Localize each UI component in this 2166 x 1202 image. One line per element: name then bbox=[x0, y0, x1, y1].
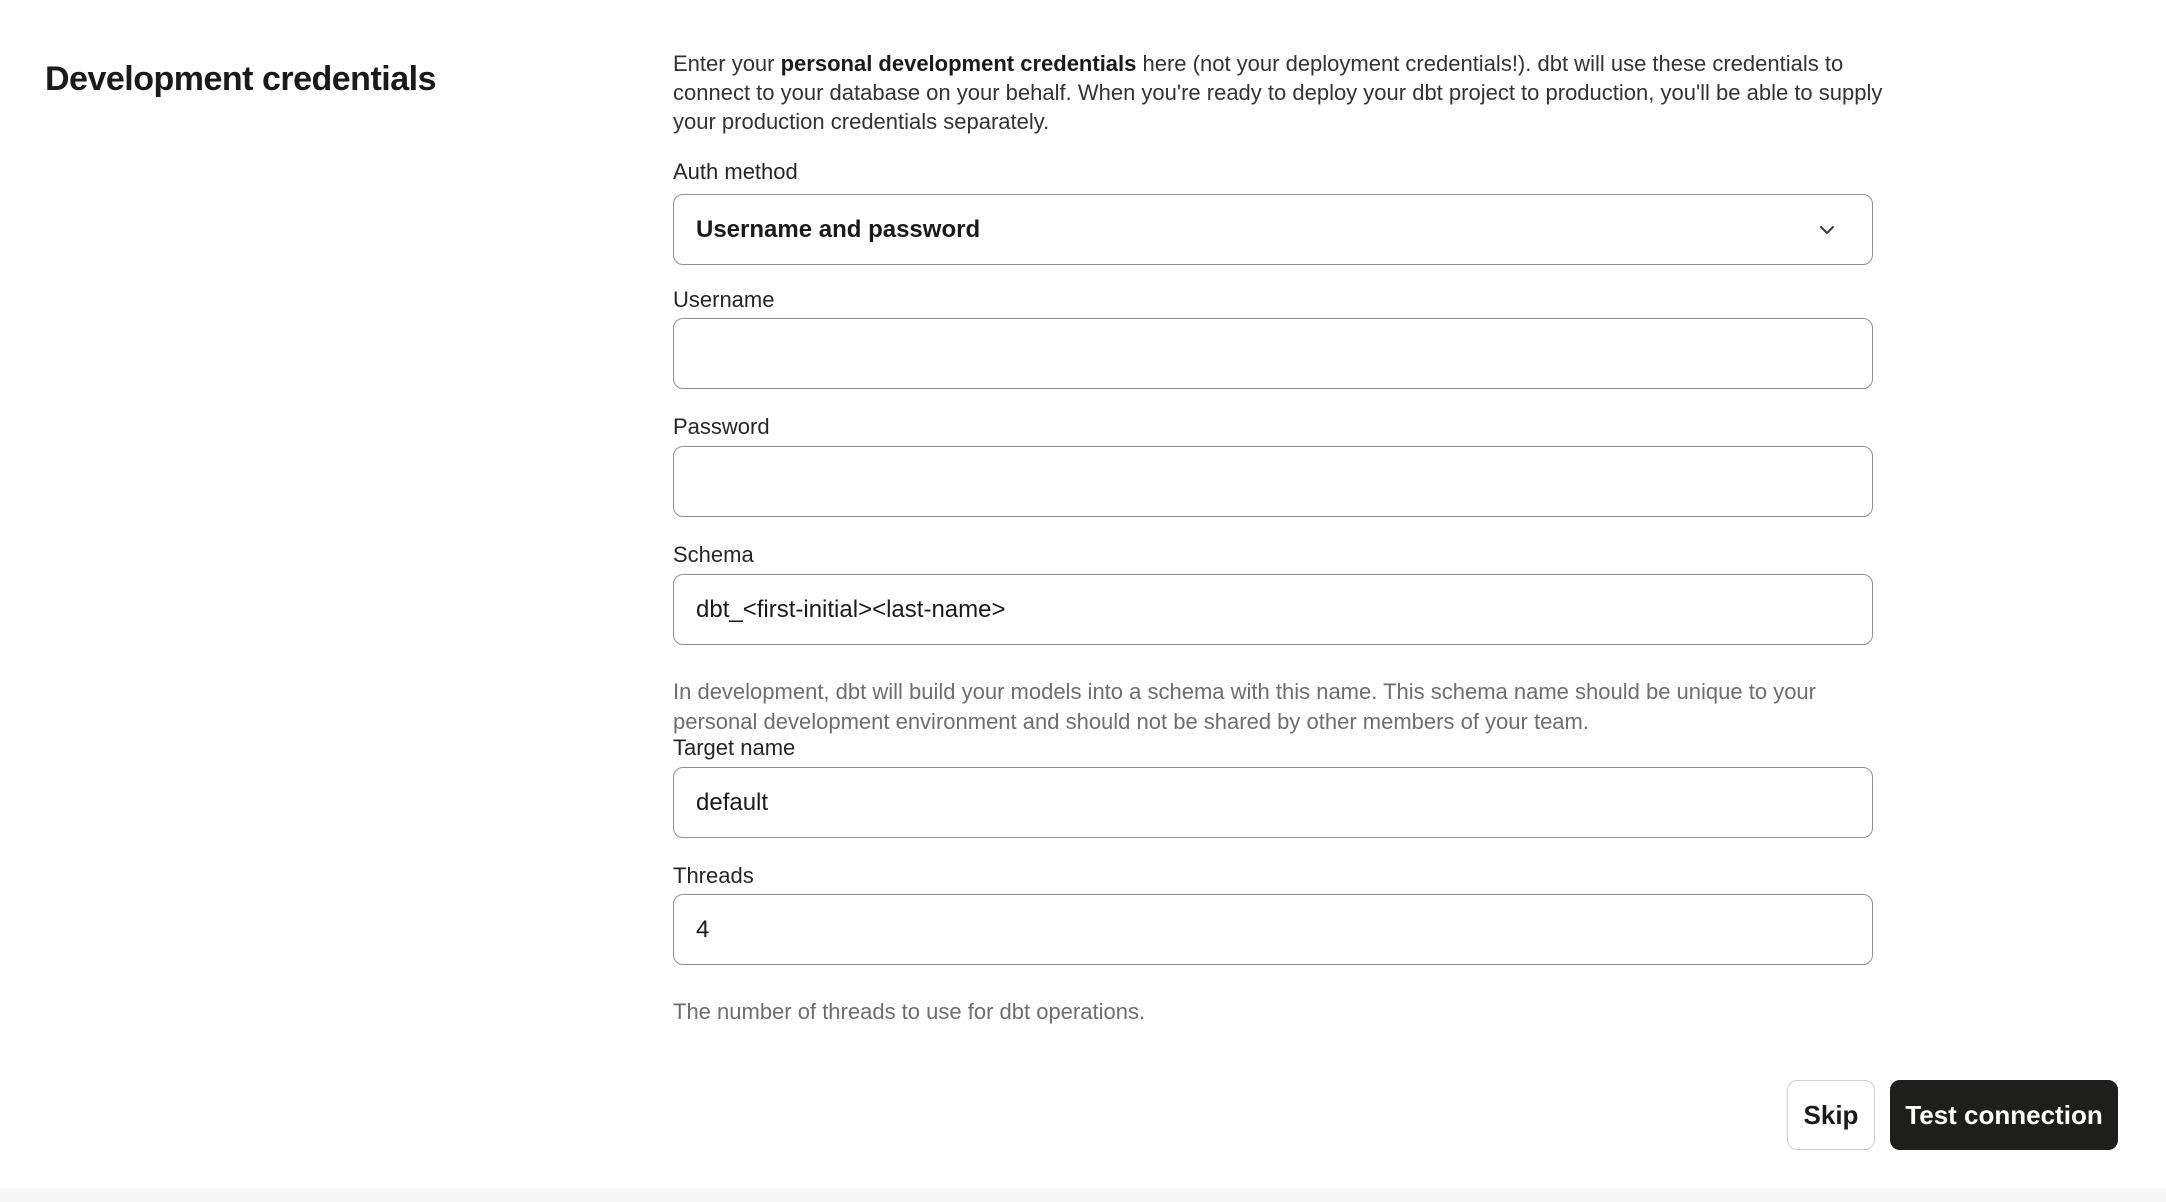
schema-input[interactable] bbox=[673, 574, 1873, 645]
auth-method-selected-value: Username and password bbox=[696, 215, 981, 243]
skip-button[interactable]: Skip bbox=[1787, 1080, 1875, 1150]
description-bold: personal development credentials bbox=[780, 51, 1137, 76]
username-input[interactable] bbox=[673, 318, 1873, 389]
page-bottom-edge bbox=[0, 1188, 2166, 1202]
auth-method-label: Auth method bbox=[673, 159, 798, 184]
description-suffix: here (not your deployment credentials!). dbt will use these credentials to connect to your database on your behalf. When you're ready to deploy your dbt project to production, you'll be able to supply your production credentials separately. bbox=[673, 51, 1883, 134]
auth-method-select[interactable] bbox=[673, 194, 1873, 265]
password-input[interactable] bbox=[673, 446, 1873, 517]
description-prefix: Enter your bbox=[673, 51, 781, 76]
page-description bbox=[673, 49, 1888, 136]
target-name-input[interactable] bbox=[673, 767, 1873, 838]
threads-input[interactable] bbox=[673, 894, 1873, 965]
target-name-label: Target name bbox=[673, 735, 796, 760]
username-label: Username bbox=[673, 287, 775, 312]
test-connection-button[interactable]: Test connection bbox=[1890, 1080, 2118, 1150]
page-title: Development credentials bbox=[45, 59, 436, 98]
schema-helper-text: In development, dbt will build your models into a schema with this name. This schema name should be unique to your personal development environment and should not be shared by other members of your team. bbox=[673, 679, 1816, 734]
threads-helper-text: The number of threads to use for dbt operations. bbox=[673, 999, 1146, 1024]
password-label: Password bbox=[673, 414, 770, 439]
schema-label: Schema bbox=[673, 542, 754, 567]
threads-label: Threads bbox=[673, 863, 754, 888]
chevron-down-icon bbox=[1816, 219, 1838, 241]
